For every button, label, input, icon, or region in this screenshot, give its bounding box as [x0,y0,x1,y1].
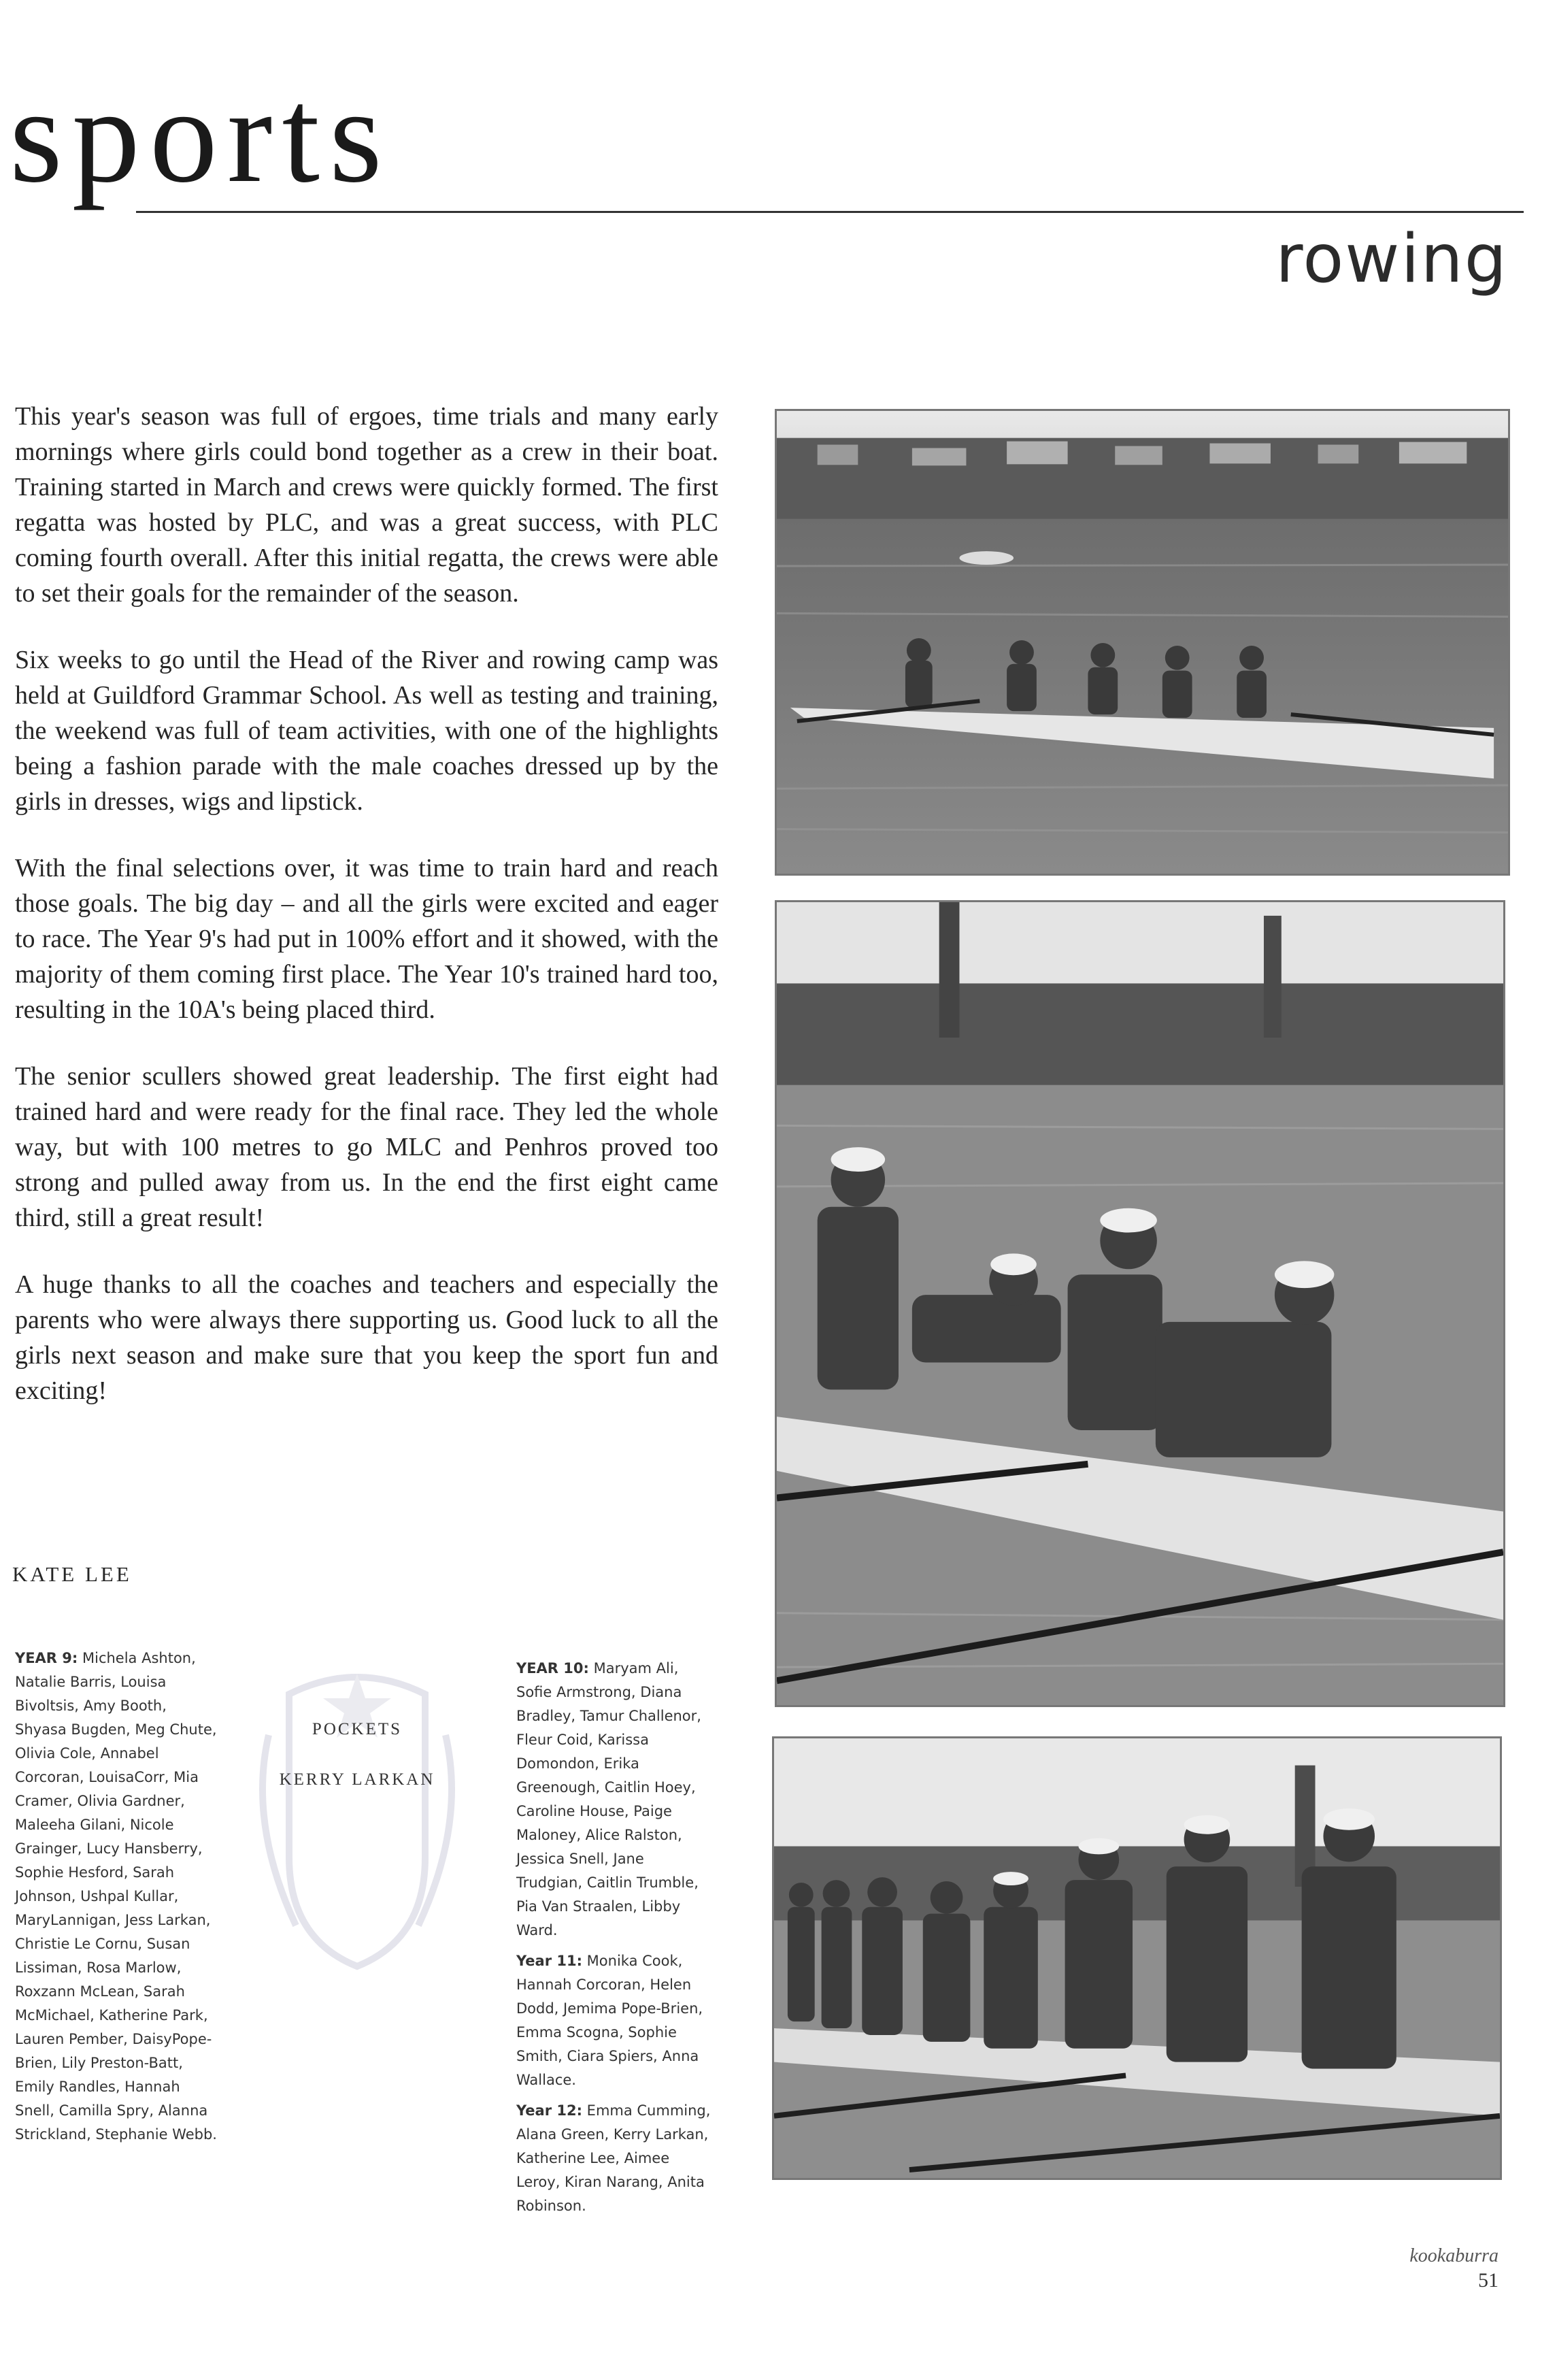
publication-name: kookaburra [1409,2245,1499,2266]
crew-list-label: Year 11: [516,1953,582,1969]
article-body [15,399,718,1440]
section-title: rowing [1275,220,1508,298]
photo-crew-launching-image [777,902,1503,1705]
crew-list-names: Monika Cook, Hannah Corcoran, Helen Dodd, Jemima Pope-Brien, Emma Scogna, Sophie Smith, Ciara Spiers, Anna Wallace. [516,1953,703,2088]
photo-crew-rowing-image [777,411,1508,874]
article-paragraph: The senior scullers showed great leadership. The first eight had trained hard and were ready for the final race. They led the whole way, but with 100 metres to go MLC and Penhros proved too strong and pulled away from us. In the end the first eight came third, still a great result! [15,1062,718,1232]
page-title: sports [10,61,392,211]
article-author: KATE LEE [12,1562,132,1586]
article-paragraph: This year's season was full of ergoes, time trials and many early mornings where girls could bond together as a crew in their boat. Training started in March and crews were quickly formed. The first regatta was hosted by PLC, and was a great success, with PLC coming fourth overall. After this initial regatta, the crews were able to set their goals for the remainder of the season. [15,402,718,608]
article-paragraph: A huge thanks to all the coaches and teachers and especially the parents who were always there supporting us. Good luck to all the girls next season and make sure that you keep the sport fun and exciting! [15,1270,718,1405]
crew-list-label: Year 12: [516,2102,582,2119]
crew-list-year11 [516,1949,714,2092]
crew-list-names: Michela Ashton, Natalie Barris, Louisa Bivoltsis, Amy Booth, Shyasa Bugden, Meg Chute, Olivia Cole, Annabel Corcoran, LouisaCorr, Mia Cramer, Olivia Gardner, Maleeha Gilani, Nicole Grainger, Lucy Hansberry, Sophie Hesford, Sarah Johnson, Ushpal Kullar, MaryLannigan, Jess Larkan, Christie Le Cornu, Susan Lissiman, Rosa Marlow, Roxzann McLean, Sarah McMichael, Katherine Park, Lauren Pember, DaisyPope-Brien, Lily Preston-Batt, Emily Randles, Hannah Snell, Camilla Spry, Alanna Strickland, Stephanie Webb. [15,1650,217,2143]
article-paragraph: Six weeks to go until the Head of the River and rowing camp was held at Guildford Grammar School. As well as testing and training, the weekend was full of team activities, with one of the highlights being a fashion parade with the male coaches dressed up by the girls in dresses, wigs and lipstick. [15,646,718,816]
photo-crew-lined-up [772,1736,1502,2180]
photo-crew-rowing [775,409,1510,876]
crew-list-year12 [516,2099,714,2218]
pockets-name: KERRY LARKAN [279,1770,435,1789]
page-number: 51 [1478,2269,1499,2292]
crew-list-label: YEAR 9: [15,1650,78,1666]
article-paragraph: With the final selections over, it was time to train hard and reach those goals. The big day – and all the girls were excited and eager to race. The Year 9's had put in 100% effort and it showed, with the majority of them coming first place. The Year 10's trained hard too, resulting in the 10A's being placed third. [15,854,718,1024]
crew-list-senior [516,1657,714,2218]
crew-list-year9 [15,1647,219,2147]
pockets-box [258,1720,456,1821]
crew-list-label: YEAR 10: [516,1660,589,1676]
photo-crew-launching [775,900,1505,1707]
photo-crew-lined-up-image [774,1738,1500,2178]
crew-list-names: Maryam Ali, Sofie Armstrong, Diana Bradley, Tamur Challenor, Fleur Coid, Karissa Domondon, Erika Greenough, Caitlin Hoey, Caroline House, Paige Maloney, Alice Ralston, Jessica Snell, Jane Trudgian, Caitlin Trumble, Pia Van Straalen, Libby Ward. [516,1660,701,1938]
pockets-heading: POCKETS [312,1720,403,1738]
crew-list-names: Emma Cumming, Alana Green, Kerry Larkan, Katherine Lee, Aimee Leroy, Kiran Narang, Anita Robinson. [516,2102,711,2214]
crew-list-year10 [516,1657,714,1943]
title-rule [136,211,1524,213]
